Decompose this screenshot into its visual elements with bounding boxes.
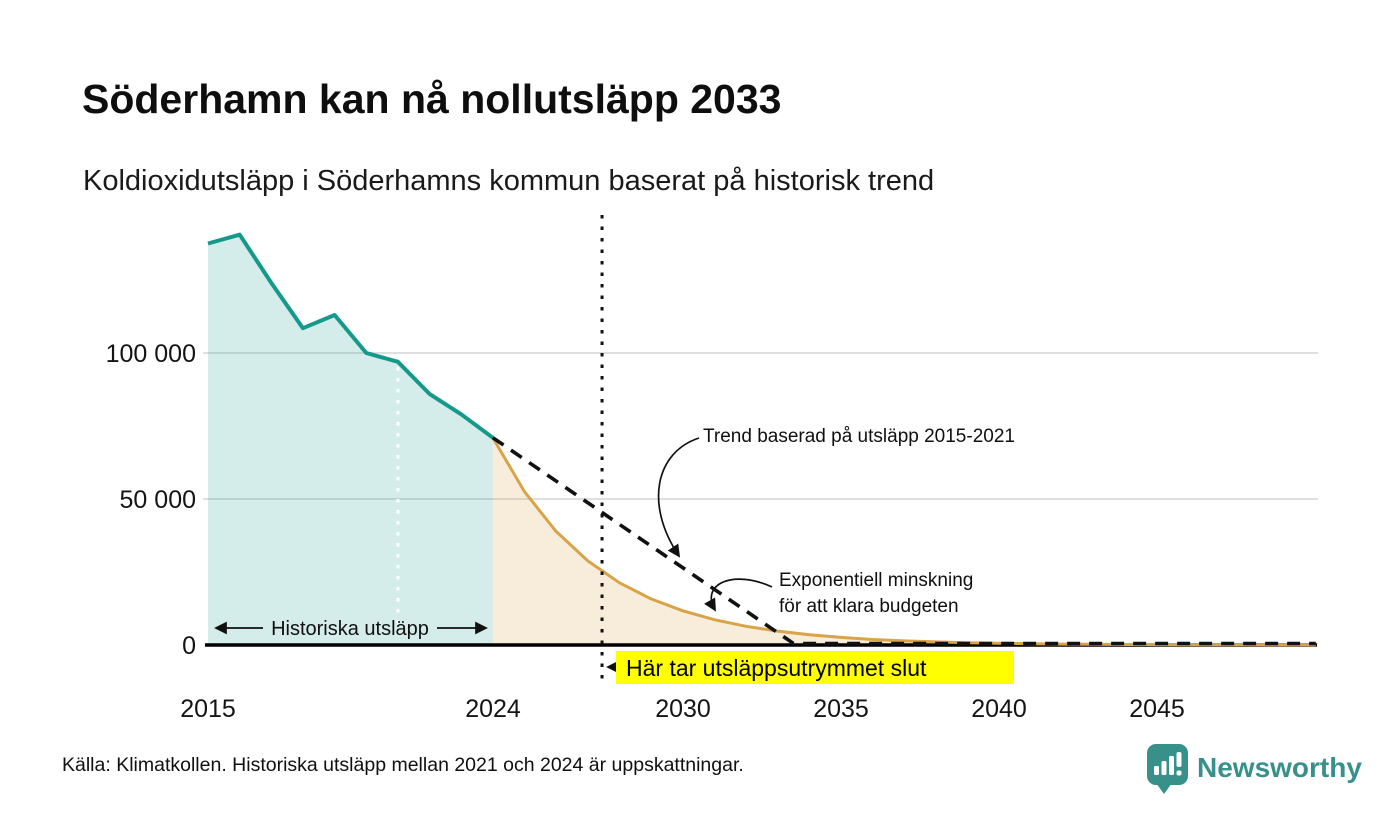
newsworthy-logo-text: Newsworthy — [1197, 752, 1362, 783]
x-tick-label: 2024 — [465, 695, 521, 723]
page-title: Söderhamn kan nå nollutsläpp 2033 — [82, 76, 782, 122]
historical-annotation-label: Historiska utsläpp — [271, 618, 429, 640]
annotation-exponential — [711, 570, 973, 617]
exponential-annotation-label-line1: Exponentiell minskning — [779, 570, 974, 591]
source-note: Källa: Klimatkollen. Historiska utsläpp mellan 2021 och 2024 är uppskattningar. — [62, 754, 744, 776]
y-axis — [106, 340, 196, 660]
x-axis — [180, 695, 1185, 723]
exponential-annotation-label-line2: för att klara budgeten — [779, 596, 959, 617]
x-tick-label: 2040 — [971, 695, 1027, 723]
budget-end-label: Här tar utsläppsutrymmet slut — [626, 655, 927, 681]
x-tick-label: 2030 — [655, 695, 711, 723]
annotation-budget-end — [608, 651, 1014, 684]
x-tick-label: 2015 — [180, 695, 236, 723]
y-tick-label: 50 000 — [119, 486, 196, 514]
x-tick-label: 2035 — [813, 695, 869, 723]
y-tick-label: 100 000 — [105, 340, 196, 368]
trend-annotation-arrow — [659, 438, 699, 556]
annotation-trend — [659, 426, 1015, 556]
newsworthy-logo-icon — [1147, 744, 1188, 794]
y-tick-label: 0 — [182, 632, 196, 660]
historical-area — [208, 235, 493, 645]
x-tick-label: 2045 — [1129, 695, 1185, 723]
chart-subtitle: Koldioxidutsläpp i Söderhamns kommun baserat på historisk trend — [83, 165, 935, 197]
trend-annotation-label: Trend baserad på utsläpp 2015-2021 — [703, 426, 1015, 447]
newsworthy-logo — [1147, 744, 1362, 794]
